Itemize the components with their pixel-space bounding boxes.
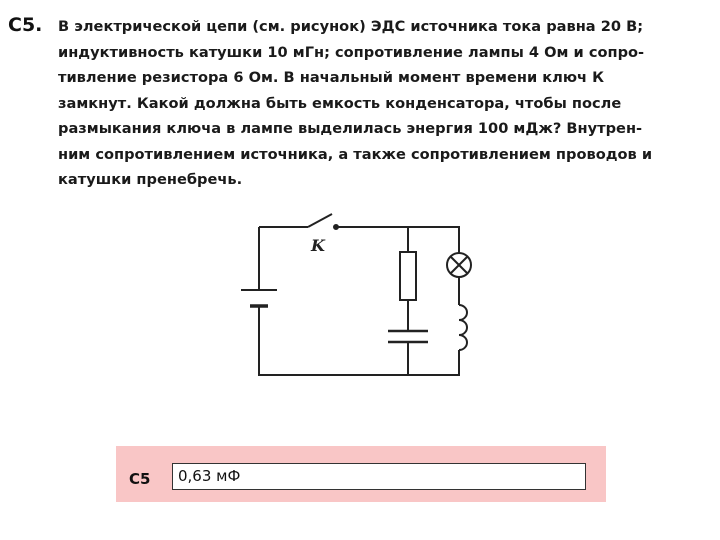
- answer-number: C5: [129, 470, 151, 488]
- problem-number: C5.: [8, 14, 43, 36]
- battery-symbol: [241, 290, 277, 306]
- answer-field[interactable]: 0,63 мФ: [172, 463, 586, 490]
- problem-line: В электрической цепи (см. рисунок) ЭДС источника тока равна 20 В;: [58, 18, 644, 35]
- wire-left: [259, 227, 459, 375]
- problem-line: размыкания ключа в лампе выделилась энергия 100 мДж? Внутрен-: [58, 120, 643, 137]
- problem-line: тивление резистора 6 Ом. В начальный момент времени ключ К: [58, 69, 605, 86]
- inductor-symbol: [459, 305, 467, 350]
- switch-symbol: [308, 214, 338, 229]
- answer-panel: [116, 446, 606, 502]
- switch-label: K: [311, 236, 325, 255]
- problem-line: катушки пренебречь.: [58, 171, 243, 188]
- problem-line: ним сопротивлением источника, а также сопротивлением проводов и: [58, 145, 653, 163]
- problem-line: индуктивность катушки 10 мГн; сопротивление лампы 4 Ом и сопро-: [58, 43, 645, 61]
- wire-top: [259, 227, 459, 253]
- resistor-symbol: [400, 252, 416, 300]
- lamp-symbol: [447, 253, 471, 277]
- problem-line: замкнут. Какой должна быть емкость конденсатора, чтобы после: [58, 94, 622, 112]
- capacitor-symbol: [388, 331, 428, 342]
